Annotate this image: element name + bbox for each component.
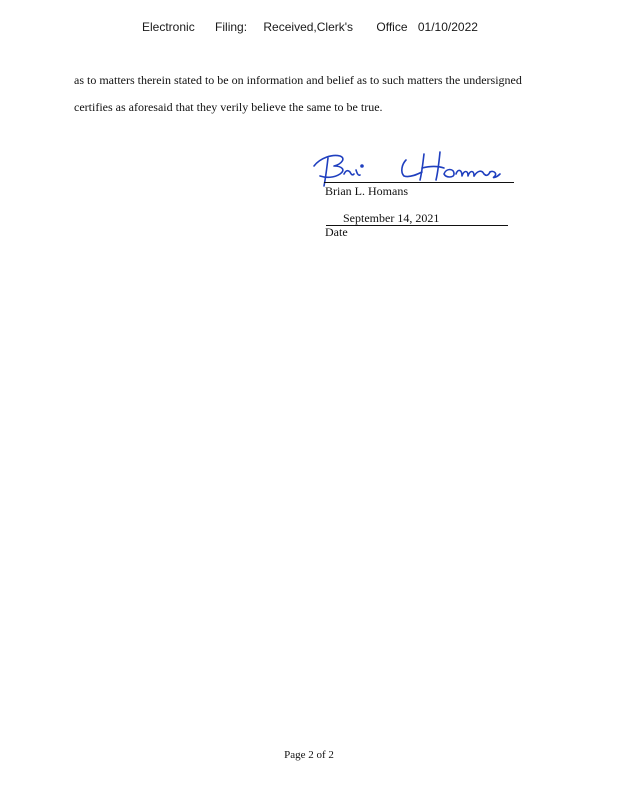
- signer-name: Brian L. Homans: [325, 184, 408, 198]
- filing-header: [142, 20, 478, 34]
- header-received: Received,Clerk's: [263, 20, 354, 34]
- header-electronic: Electronic: [142, 20, 195, 34]
- date-label: Date: [325, 225, 348, 239]
- signature-line: [324, 182, 514, 183]
- header-filing: Filing:: [215, 20, 248, 34]
- signature-date: September 14, 2021: [343, 211, 440, 225]
- header-office: Office: [376, 20, 408, 34]
- body-line-2: certifies as aforesaid that they verily believe the same to be true.: [74, 100, 383, 114]
- date-line: [326, 225, 508, 226]
- page-number: Page 2 of 2: [284, 749, 334, 761]
- header-date: 01/10/2022: [417, 20, 478, 34]
- body-line-1: as to matters therein stated to be on information and belief as to such matters the undersigned: [74, 73, 522, 87]
